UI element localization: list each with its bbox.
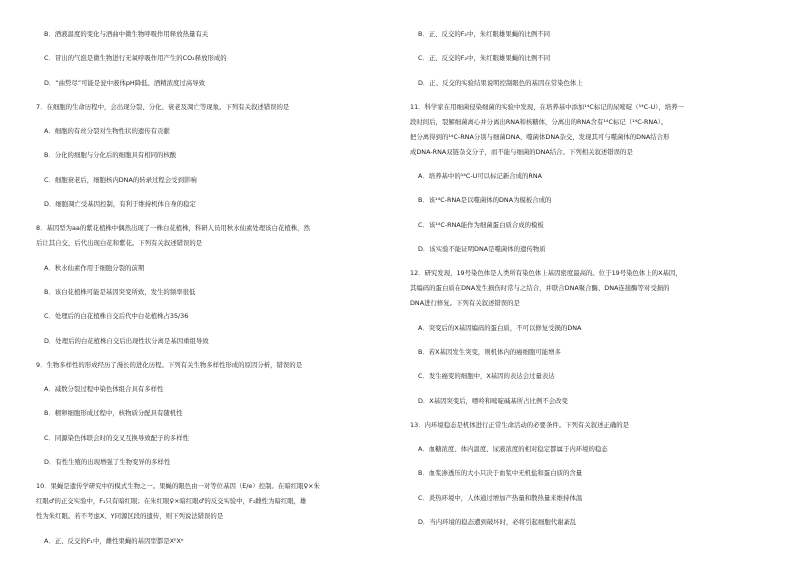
question-8 (36, 224, 376, 345)
option-line: B．分化的细胞与分化后的细胞具有相同的核酸 (44, 151, 177, 160)
option-line: A．减数分裂过程中染色体组合具有多样性 (44, 385, 164, 394)
question-stem: 9．生物多样性的形成经历了漫长的进化历程。下列有关生物多样性形成的原因分析，错误的是 (36, 360, 303, 369)
option-line: D．细胞凋亡受基因控制，有利于维持机体自身的稳定 (44, 200, 196, 209)
question-10 (36, 482, 376, 545)
question-stem: 红眼♂的正交实验中，F₁只有暗红眼；在朱红眼♀×暗红眼♂的反交实验中，F₁雌性为暗红眼，雄 (36, 497, 307, 506)
option-line: C．同源染色体联会时的交叉互换导致配子的多样性 (44, 433, 190, 442)
right-column (410, 30, 760, 527)
question-11 (410, 103, 760, 254)
option-line: D．处理后的白花植株自交后出现性状分离是基因重组导致 (44, 336, 209, 345)
question-13 (410, 421, 760, 527)
option-line: B．正、反交的F₂中，朱红眼雄果蝇的比例不同 (418, 30, 551, 38)
question-stem: 性为朱红眼。若不考虑X、Y同源区段的遗传，则下列说法错误的是 (36, 512, 224, 521)
option-line: A．突变后的X基因编码的蛋白质，不可以修复受损的DNA (418, 323, 582, 332)
option-line: C．该¹⁴C-RNA能作为细菌蛋白质合成的模板 (418, 220, 544, 229)
question-stem: 把分离得到的¹⁴C-RNA分别与细菌DNA、噬菌体DNA杂交，发现其可与噬菌体的DNA结合形 (410, 132, 670, 141)
option-line: C．发生癌变的细胞中，X基因的表达会过量表达 (418, 372, 555, 381)
option-line: B．精卵细胞形成过程中，核物质分配具有随机性 (44, 409, 183, 418)
left-column (36, 30, 376, 546)
option-line: B．酒液温度的变化与酒曲中微生物呼吸作用释放热量有关 (44, 30, 209, 38)
option-line: B．该白花植株可能是基因突变所致，发生的频率很低 (44, 287, 196, 296)
option-line: A．细胞的有丝分裂对生物性状的遗传有贡献 (44, 127, 170, 136)
option-line: D．X基因突变后，嘌呤和嘧啶碱基所占比例不会改变 (418, 396, 568, 405)
question-12 (410, 269, 760, 405)
question-stem: 8．基因型为aa的紫花植株中偶然出现了一株白花植株，科研人员用秋水仙素处理该白花植株，然 (36, 224, 310, 233)
question-stem: 后让其自交，后代出现白花和紫花。下列有关叙述错误的是 (36, 239, 203, 248)
question-9 (36, 361, 376, 467)
carry-over-options (36, 30, 376, 88)
option-line: A．血糖浓度、体内温度、尿液浓度的相对稳定都属于内环境的稳态 (418, 445, 608, 454)
question-7 (36, 103, 376, 209)
option-line: C．细胞衰老后，细胞核内DNA的转录过程会受到影响 (44, 175, 197, 184)
question-stem: 12．研究发现，19号染色体是人类所有染色体上基因密度最高的。位于19号染色体上的X基因， (410, 269, 682, 278)
option-line: C．处理后的白花植株自交后代中白花植株占35/36 (44, 312, 189, 321)
question-stem: 10．果蝇是遗传学研究中的模式生物之一。果蝇的眼色由一对等位基因（E/e）控制。在暗红眼♀×朱 (36, 482, 320, 491)
option-line: D．该实验不能证明DNA是噬菌体的遗传物质 (418, 245, 546, 254)
question-stem: 7．在细胞的生命历程中，会出现分裂、分化、衰老及凋亡等现象。下列有关叙述错误的是 (36, 102, 290, 111)
option-line: A．秋水仙素作用于细胞分裂的前期 (44, 263, 145, 272)
question-stem: 11．科学家在用细菌侵染细菌的实验中发现，在培养基中添加¹⁴C标记的尿嘧啶（¹⁴C-U），培养一 (410, 102, 684, 111)
option-line: C．炎热环境中，人体通过增加产热量和散热量来维持体温 (418, 493, 583, 502)
option-line: B．血浆渗透压的大小只决于血浆中无机盐和蛋白质的含量 (418, 469, 583, 478)
option-line: D．正、反交的实验结果说明控制眼色的基因在常染色体上 (418, 78, 583, 87)
question-stem: 段时间后，裂解细菌离心并分离出RNA和核糖体，分离出的RNA含有¹⁴C标记（¹⁴C-RNA）。 (410, 117, 668, 126)
option-line: A．培养基中的¹⁴C-U可以标记新合成的RNA (418, 172, 543, 181)
question-stem: 其编码的蛋白质在DNA发生损伤时常与之结合，并联合DNA聚合酶、DNA连接酶等对受损的 (410, 284, 670, 293)
option-line: D．“曲势尽”可能是瓮中液体pH降低、酒精浓度过高导致 (44, 78, 205, 87)
question-stem: DNA进行修复。下列有关叙述错误的是 (410, 299, 520, 308)
option-line: B．若X基因发生突变，则机体内的癌细胞可能增多 (418, 347, 561, 356)
option-line: D．当内环境的稳态遭到破坏时，必将引起细胞代谢紊乱 (418, 518, 577, 527)
option-line: C．冒出的气泡是微生物进行无氧呼吸作用产生的CO₂释放形成的 (44, 54, 227, 63)
option-line: C．正、反交的F₂中，朱红眼雄果蝇的比例不同 (418, 54, 551, 63)
question-stem: 13．内环境稳态是机体进行正常生命活动的必要条件。下列有关叙述正确的是 (410, 420, 630, 429)
question-stem: 成DNA-RNA双链杂交分子，而不能与细菌的DNA结合。下列相关叙述错误的是 (410, 147, 633, 156)
carry-over-options (410, 30, 760, 88)
option-line: D．有性生殖的出现增强了生物变异的多样性 (44, 458, 171, 467)
option-line: B．该¹⁴C-RNA是以噬菌体的DNA为模板合成的 (418, 196, 552, 205)
option-line: A．正、反交的F₁中，雌性果蝇的基因型都是XᴱXᵉ (44, 536, 184, 545)
